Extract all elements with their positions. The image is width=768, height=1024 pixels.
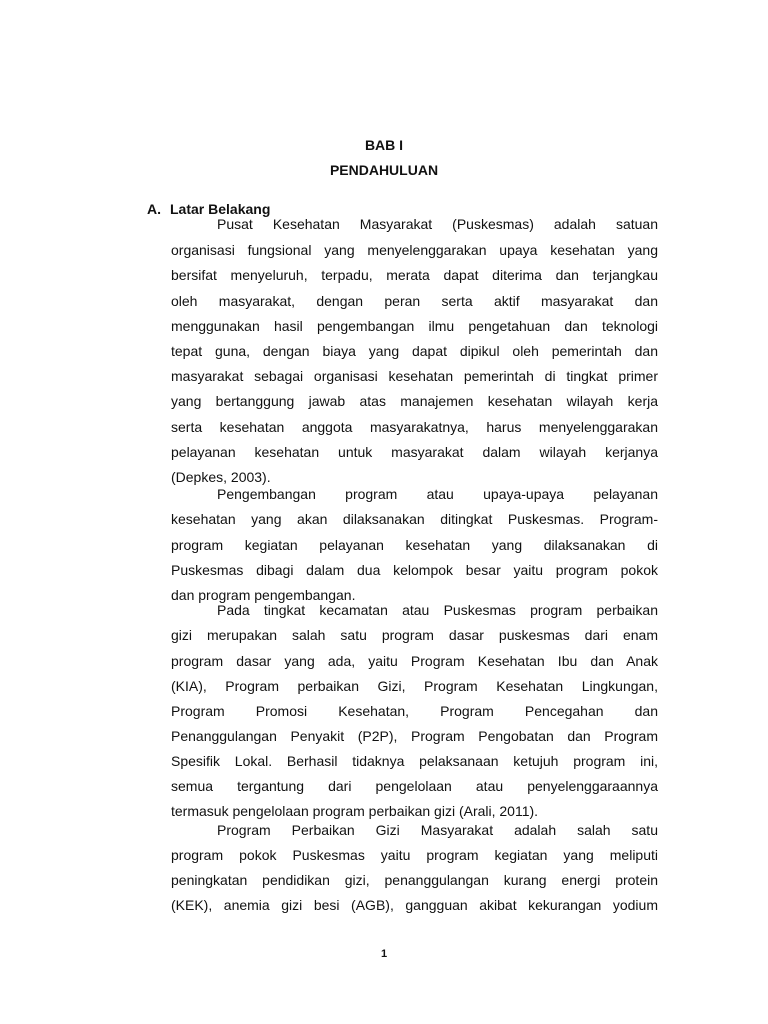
paragraph-line: Puskesmas dibagi dalam dua kelompok besar yaitu program pokok — [171, 562, 658, 578]
chapter-title: PENDAHULUAN — [329, 162, 439, 178]
paragraph-line: masyarakat sebagai organisasi kesehatan pemerintah di tingkat primer — [171, 368, 658, 384]
paragraph-line: tepat guna, dengan biaya yang dapat dipikul oleh pemerintah dan — [171, 343, 658, 359]
chapter-heading: BAB I — [364, 137, 404, 153]
section-title: Latar Belakang — [170, 201, 271, 217]
paragraph-line: (Depkes, 2003). — [171, 469, 271, 485]
paragraph-line: kesehatan yang akan dilaksanakan ditingkat Puskesmas. Program- — [171, 511, 658, 527]
paragraph-line: termasuk pengelolaan program perbaikan gizi (Arali, 2011). — [171, 803, 539, 819]
paragraph-line: Pada tingkat kecamatan atau Puskesmas program perbaikan — [217, 602, 658, 618]
section-letter: A. — [147, 201, 161, 217]
paragraph-line: bersifat menyeluruh, terpadu, merata dapat diterima dan terjangkau — [171, 267, 658, 283]
paragraph-line: program kegiatan pelayanan kesehatan yang dilaksanakan di — [171, 537, 658, 553]
paragraph-line: organisasi fungsional yang menyelenggarakan upaya kesehatan yang — [171, 242, 658, 258]
paragraph-line: Penanggulangan Penyakit (P2P), Program Pengobatan dan Program — [171, 728, 658, 744]
paragraph-line: Pusat Kesehatan Masyarakat (Puskesmas) adalah satuan — [217, 216, 658, 232]
paragraph-line: yang bertanggung jawab atas manajemen kesehatan wilayah kerja — [171, 393, 658, 409]
paragraph-line: Program Promosi Kesehatan, Program Pencegahan dan — [171, 703, 658, 719]
paragraph-line: (KIA), Program perbaikan Gizi, Program Kesehatan Lingkungan, — [171, 678, 658, 694]
paragraph-line: serta kesehatan anggota masyarakatnya, harus menyelenggarakan — [171, 419, 658, 435]
paragraph-line: gizi merupakan salah satu program dasar puskesmas dari enam — [171, 627, 658, 643]
paragraph-line: Pengembangan program atau upaya-upaya pelayanan — [217, 486, 658, 502]
paragraph-line: Program Perbaikan Gizi Masyarakat adalah salah satu — [217, 822, 658, 838]
paragraph-line: oleh masyarakat, dengan peran serta aktif masyarakat dan — [171, 293, 658, 309]
paragraph-line: peningkatan pendidikan gizi, penanggulangan kurang energi protein — [171, 872, 658, 888]
paragraph-line: program pokok Puskesmas yaitu program kegiatan yang meliputi — [171, 847, 658, 863]
paragraph-line: pelayanan kesehatan untuk masyarakat dalam wilayah kerjanya — [171, 444, 658, 460]
paragraph-line: menggunakan hasil pengembangan ilmu pengetahuan dan teknologi — [171, 318, 658, 334]
page-number: 1 — [380, 948, 388, 960]
paragraph-line: dan program pengembangan. — [171, 587, 356, 603]
paragraph-line: semua tergantung dari pengelolaan atau penyelenggaraannya — [171, 778, 658, 794]
paragraph-line: Spesifik Lokal. Berhasil tidaknya pelaksanaan ketujuh program ini, — [171, 753, 658, 769]
paragraph-line: program dasar yang ada, yaitu Program Kesehatan Ibu dan Anak — [171, 653, 658, 669]
paragraph-line: (KEK), anemia gizi besi (AGB), gangguan akibat kekurangan yodium — [171, 897, 658, 913]
